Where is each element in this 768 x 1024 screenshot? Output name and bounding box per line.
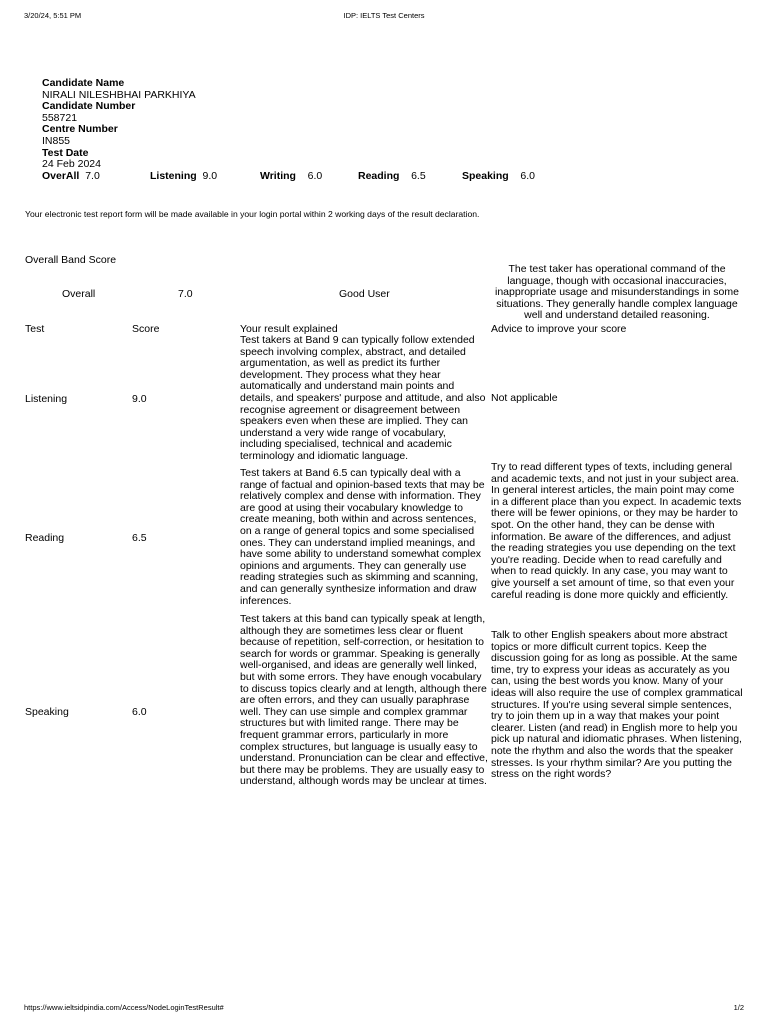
- result-explained-listening: Test takers at Band 9 can typically follow extended speech involving complex, abstract, and detailed argumentation, as well as predict its further development. They process what they hear automatically and understand main points and details, and speakers' purpose and attitude, and also recognise agreement or disagreement between speakers even when these are implied. They can understand a very wide range of vocabulary, including specialised, technical and academic terminology and idiomatic language.: [240, 334, 486, 462]
- result-score-listening: 9.0: [132, 393, 147, 405]
- result-score-speaking: 6.0: [132, 706, 147, 718]
- result-score-reading: 6.5: [132, 532, 147, 544]
- result-advice-speaking: Talk to other English speakers about more abstract topics or more difficult current topics. Keep the discussion going for as long as possible. At the same time, try to express your ideas as accurately as you can, using the best words you know. Many of your ideas will also require the use of complex grammatical structures. If you're using several simple sentences, try to join them up in a way that makes your point clearer. Listen (and read) in English more to help you pick up natural and idiomatic phrases. When listening, note the rhythm and also the words that the speaker stresses. Is your rhythm similar? Are you putting the stress on the right words?: [491, 629, 743, 781]
- header-test: Test: [25, 323, 45, 335]
- overall-level: Good User: [339, 288, 390, 300]
- result-test-speaking: Speaking: [25, 706, 69, 718]
- score-value: 6.5: [411, 170, 426, 182]
- candidate-info: [42, 78, 196, 171]
- overall-band-title: Overall Band Score: [25, 254, 117, 266]
- candidate-name: NIRALI NILESHBHAI PARKHIYA: [42, 88, 196, 101]
- test-date: 24 Feb 2024: [42, 158, 101, 171]
- result-test-listening: Listening: [25, 393, 68, 405]
- print-page-title: IDP: IELTS Test Centers: [343, 11, 425, 20]
- overall-description: The test taker has operational command of the language, though with occasional inaccuracies, inappropriate usage and misunderstandings in some situations. They generally handle complex language well and understand detailed reasoning.: [495, 263, 739, 322]
- score-label: Reading: [358, 170, 400, 182]
- overall-label: Overall: [62, 288, 96, 300]
- score-label: Speaking: [462, 170, 509, 182]
- score-overall: [42, 170, 100, 182]
- score-value: 6.0: [520, 170, 535, 182]
- score-value: 7.0: [85, 170, 100, 182]
- score-value: 9.0: [202, 170, 218, 182]
- overall-band-row: [25, 264, 743, 322]
- print-date: 3/20/24, 5:51 PM: [24, 11, 82, 20]
- score-reading: [358, 170, 426, 182]
- page-number: 1/2: [733, 1003, 744, 1012]
- result-advice-reading: Try to read different types of texts, including general and academic texts, and not just in your subject area. In general interest articles, the main point may come in a different place than you expect. In academic texts there will be fewer opinions, or they may be harder to spot. On the other hand, they can be dense with information. Be aware of the differences, and adjust the reading strategies you use depending on the text you're reading. Decide when to read carefully and when to read quickly. In any case, you may want to give yourself a set amount of time, so that even your careful reading is done more quickly and efficiently.: [491, 461, 742, 601]
- score-speaking: [462, 170, 535, 182]
- score-writing: [260, 170, 322, 182]
- overall-score: 7.0: [178, 288, 193, 300]
- score-label: Listening: [150, 170, 197, 182]
- score-label: OverAll: [42, 170, 80, 182]
- result-explained-reading: Test takers at Band 6.5 can typically deal with a range of factual and opinion-based texts that may be relatively complex and dense with information. They are good at using their vocabulary knowledge to create meaning, both within and across sentences, on a range of general topics and some specialised ones. They can understand implied meanings, and have some ability to understand somewhat complex opinions and arguments. They can generally use reading strategies such as skimming and scanning, and can generally synthesize information and draw inferences.: [240, 467, 485, 607]
- score-label: Writing: [260, 170, 296, 182]
- result-test-reading: Reading: [25, 532, 65, 544]
- report-form-notice: Your electronic test report form will be made available in your login portal within 2 working days of the result declaration.: [25, 209, 480, 219]
- page-url: https://www.ieltsidpindia.com/Access/NodeLoginTestResult#: [24, 1003, 224, 1012]
- result-advice-listening: Not applicable: [491, 392, 558, 404]
- header-score: Score: [132, 323, 160, 335]
- candidate-name-label: Candidate Name: [42, 77, 125, 89]
- centre-number: IN855: [42, 134, 71, 147]
- result-explained-speaking: Test takers at this band can typically speak at length, although they are sometimes less clear or fluent because of repetition, self-correction, or hesitation to search for words or grammar. Speaking is generally well-organised, and ideas are generally well linked, but with some errors. They have enough vocabulary to discuss topics clearly and at length, although there are often errors, and they can usually paraphrase well. They can use simple and complex grammar structures but with limited range. There may be frequent grammar errors, particularly in more complex structures, but language is usually easy to understand. Pronunciation can be clear and effective, but there may be problems. They are usually easy to understand, although words may be unclear at times.: [240, 613, 488, 788]
- header-advice: Advice to improve your score: [491, 323, 627, 335]
- test-date-label: Test Date: [42, 146, 89, 159]
- header-explained: Your result explained: [240, 323, 338, 335]
- centre-number-label: Centre Number: [42, 123, 118, 136]
- candidate-number: 558721: [42, 111, 78, 124]
- score-listening: [150, 170, 217, 182]
- score-value: 6.0: [307, 170, 323, 182]
- candidate-number-label: Candidate Number: [42, 100, 136, 113]
